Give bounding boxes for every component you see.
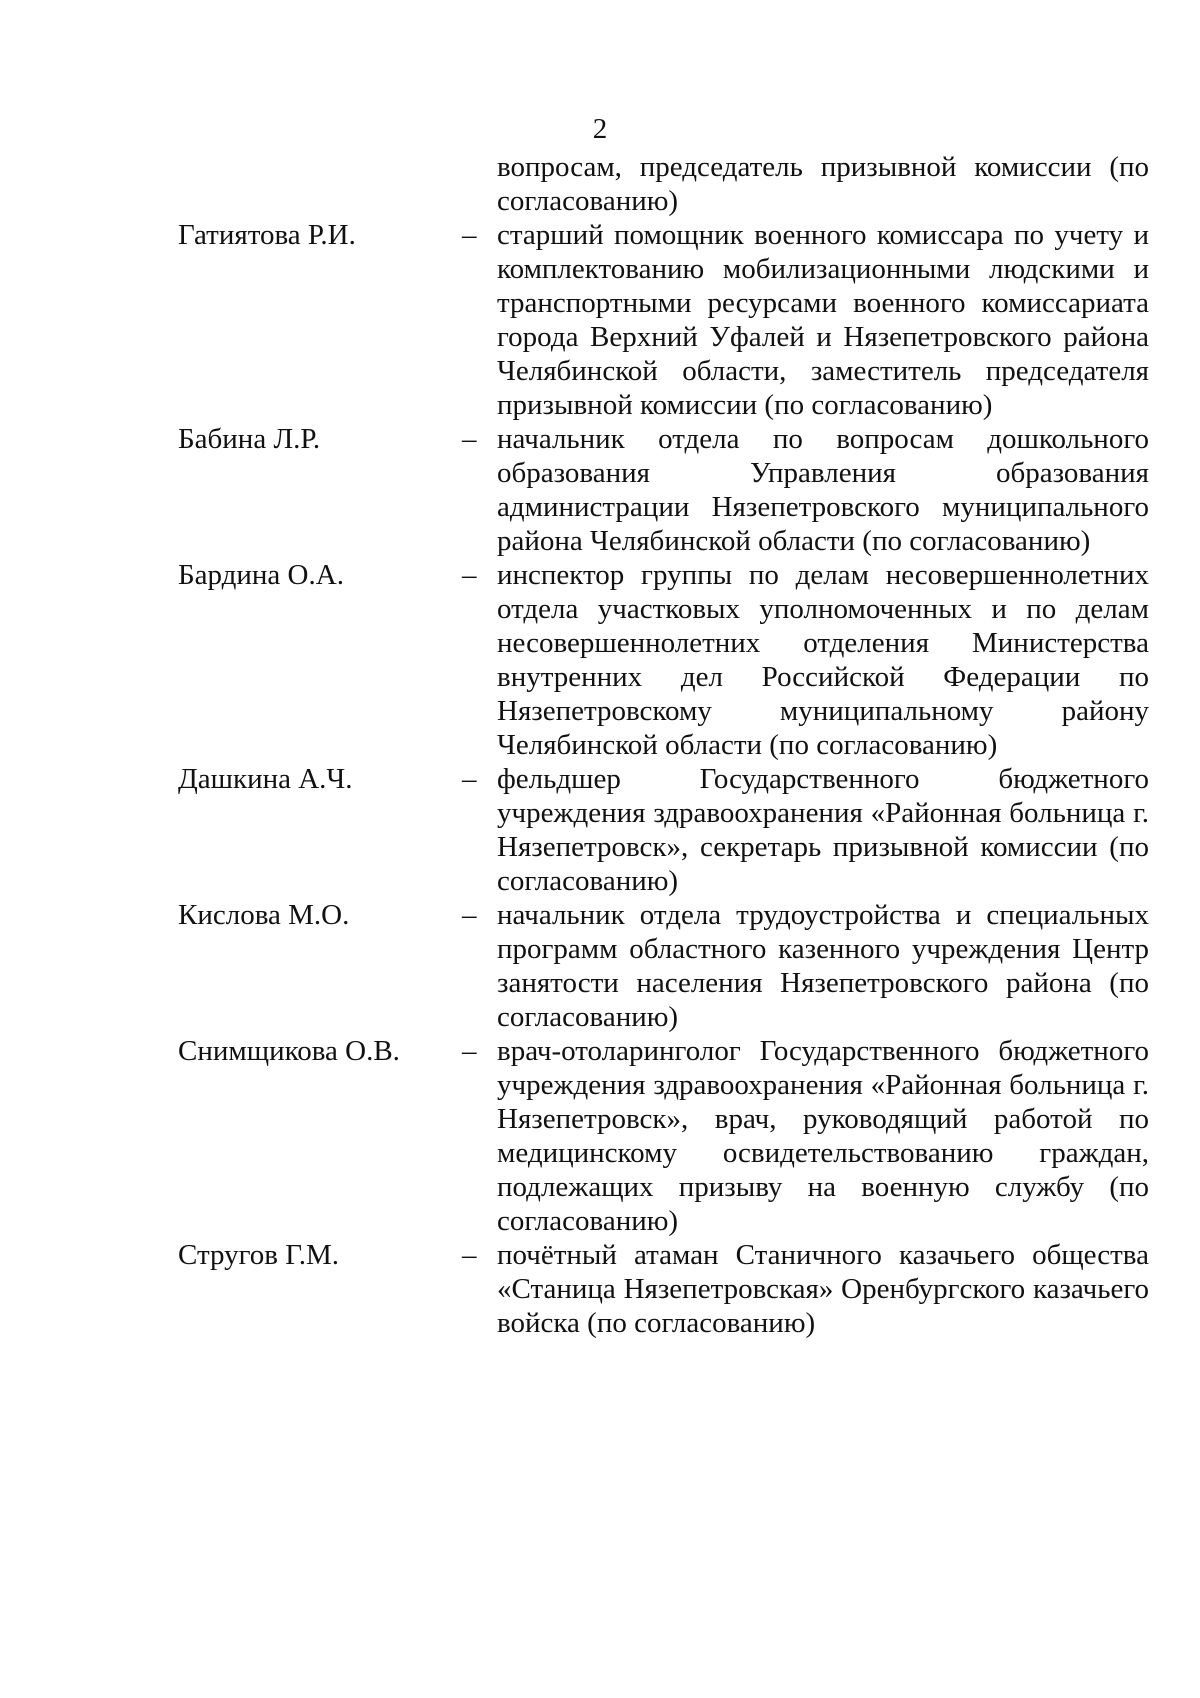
member-description: начальник отдела трудоустройства и специальных программ областного казенного учреждения Центр занятости населения Нязепетровского района (по согласованию) — [497, 899, 1149, 1033]
commission-member-list — [0, 150, 1200, 1340]
member-dash: – — [462, 1239, 477, 1271]
member-description: старший помощник военного комиссара по учету и комплектованию мобилизационными людскими и транспортными ресурсами военного комиссариата города Верхний Уфалей и Нязепетровского района Челябинской области, заместитель председателя призывной комиссии (по согласованию) — [497, 219, 1149, 421]
member-dash: – — [462, 1035, 477, 1067]
member-dash: – — [462, 219, 477, 251]
page-number: 2 — [592, 113, 608, 145]
member-entry — [0, 422, 1200, 558]
member-name: Бардина О.А. — [178, 559, 344, 591]
member-name: Стругов Г.М. — [178, 1239, 340, 1271]
member-name: Бабина Л.Р. — [178, 423, 321, 455]
member-name: Снимщикова О.В. — [178, 1035, 400, 1067]
member-dash: – — [462, 899, 477, 931]
member-entry — [0, 218, 1200, 422]
continuation-text: вопросам, председатель призывной комиссии (по согласованию) — [497, 151, 1149, 217]
member-description: инспектор группы по делам несовершеннолетних отдела участковых уполномоченных и по делам несовершеннолетних отделения Министерства внутренних дел Российской Федерации по Нязепетровскому муниципальному району Челябинской области (по согласованию) — [497, 559, 1149, 761]
member-dash: – — [462, 559, 477, 591]
member-entry — [0, 1238, 1200, 1340]
member-entry — [0, 898, 1200, 1034]
member-entry — [0, 762, 1200, 898]
member-name: Кислова М.О. — [178, 899, 350, 931]
member-entry — [0, 1034, 1200, 1238]
member-name: Гатиятова Р.И. — [178, 219, 356, 251]
member-description: почётный атаман Станичного казачьего общества «Станица Нязепетровская» Оренбургского казачьего войска (по согласованию) — [497, 1239, 1149, 1339]
member-dash: – — [462, 763, 477, 795]
member-entry — [0, 558, 1200, 762]
member-description: начальник отдела по вопросам дошкольного образования Управления образования администрации Нязепетровского муниципального района Челябинской области (по согласованию) — [497, 423, 1149, 557]
continuation-entry — [0, 150, 1200, 218]
member-description: врач-отоларинголог Государственного бюджетного учреждения здравоохранения «Районная больница г. Нязепетровск», врач, руководящий работой по медицинскому освидетельствованию граждан, подлежащих призыву на военную службу (по согласованию) — [497, 1035, 1149, 1237]
member-dash: – — [462, 423, 477, 455]
member-description: фельдшер Государственного бюджетного учреждения здравоохранения «Районная больница г. Нязепетровск», секретарь призывной комиссии (по согласованию) — [497, 763, 1149, 897]
member-name: Дашкина А.Ч. — [178, 763, 353, 795]
